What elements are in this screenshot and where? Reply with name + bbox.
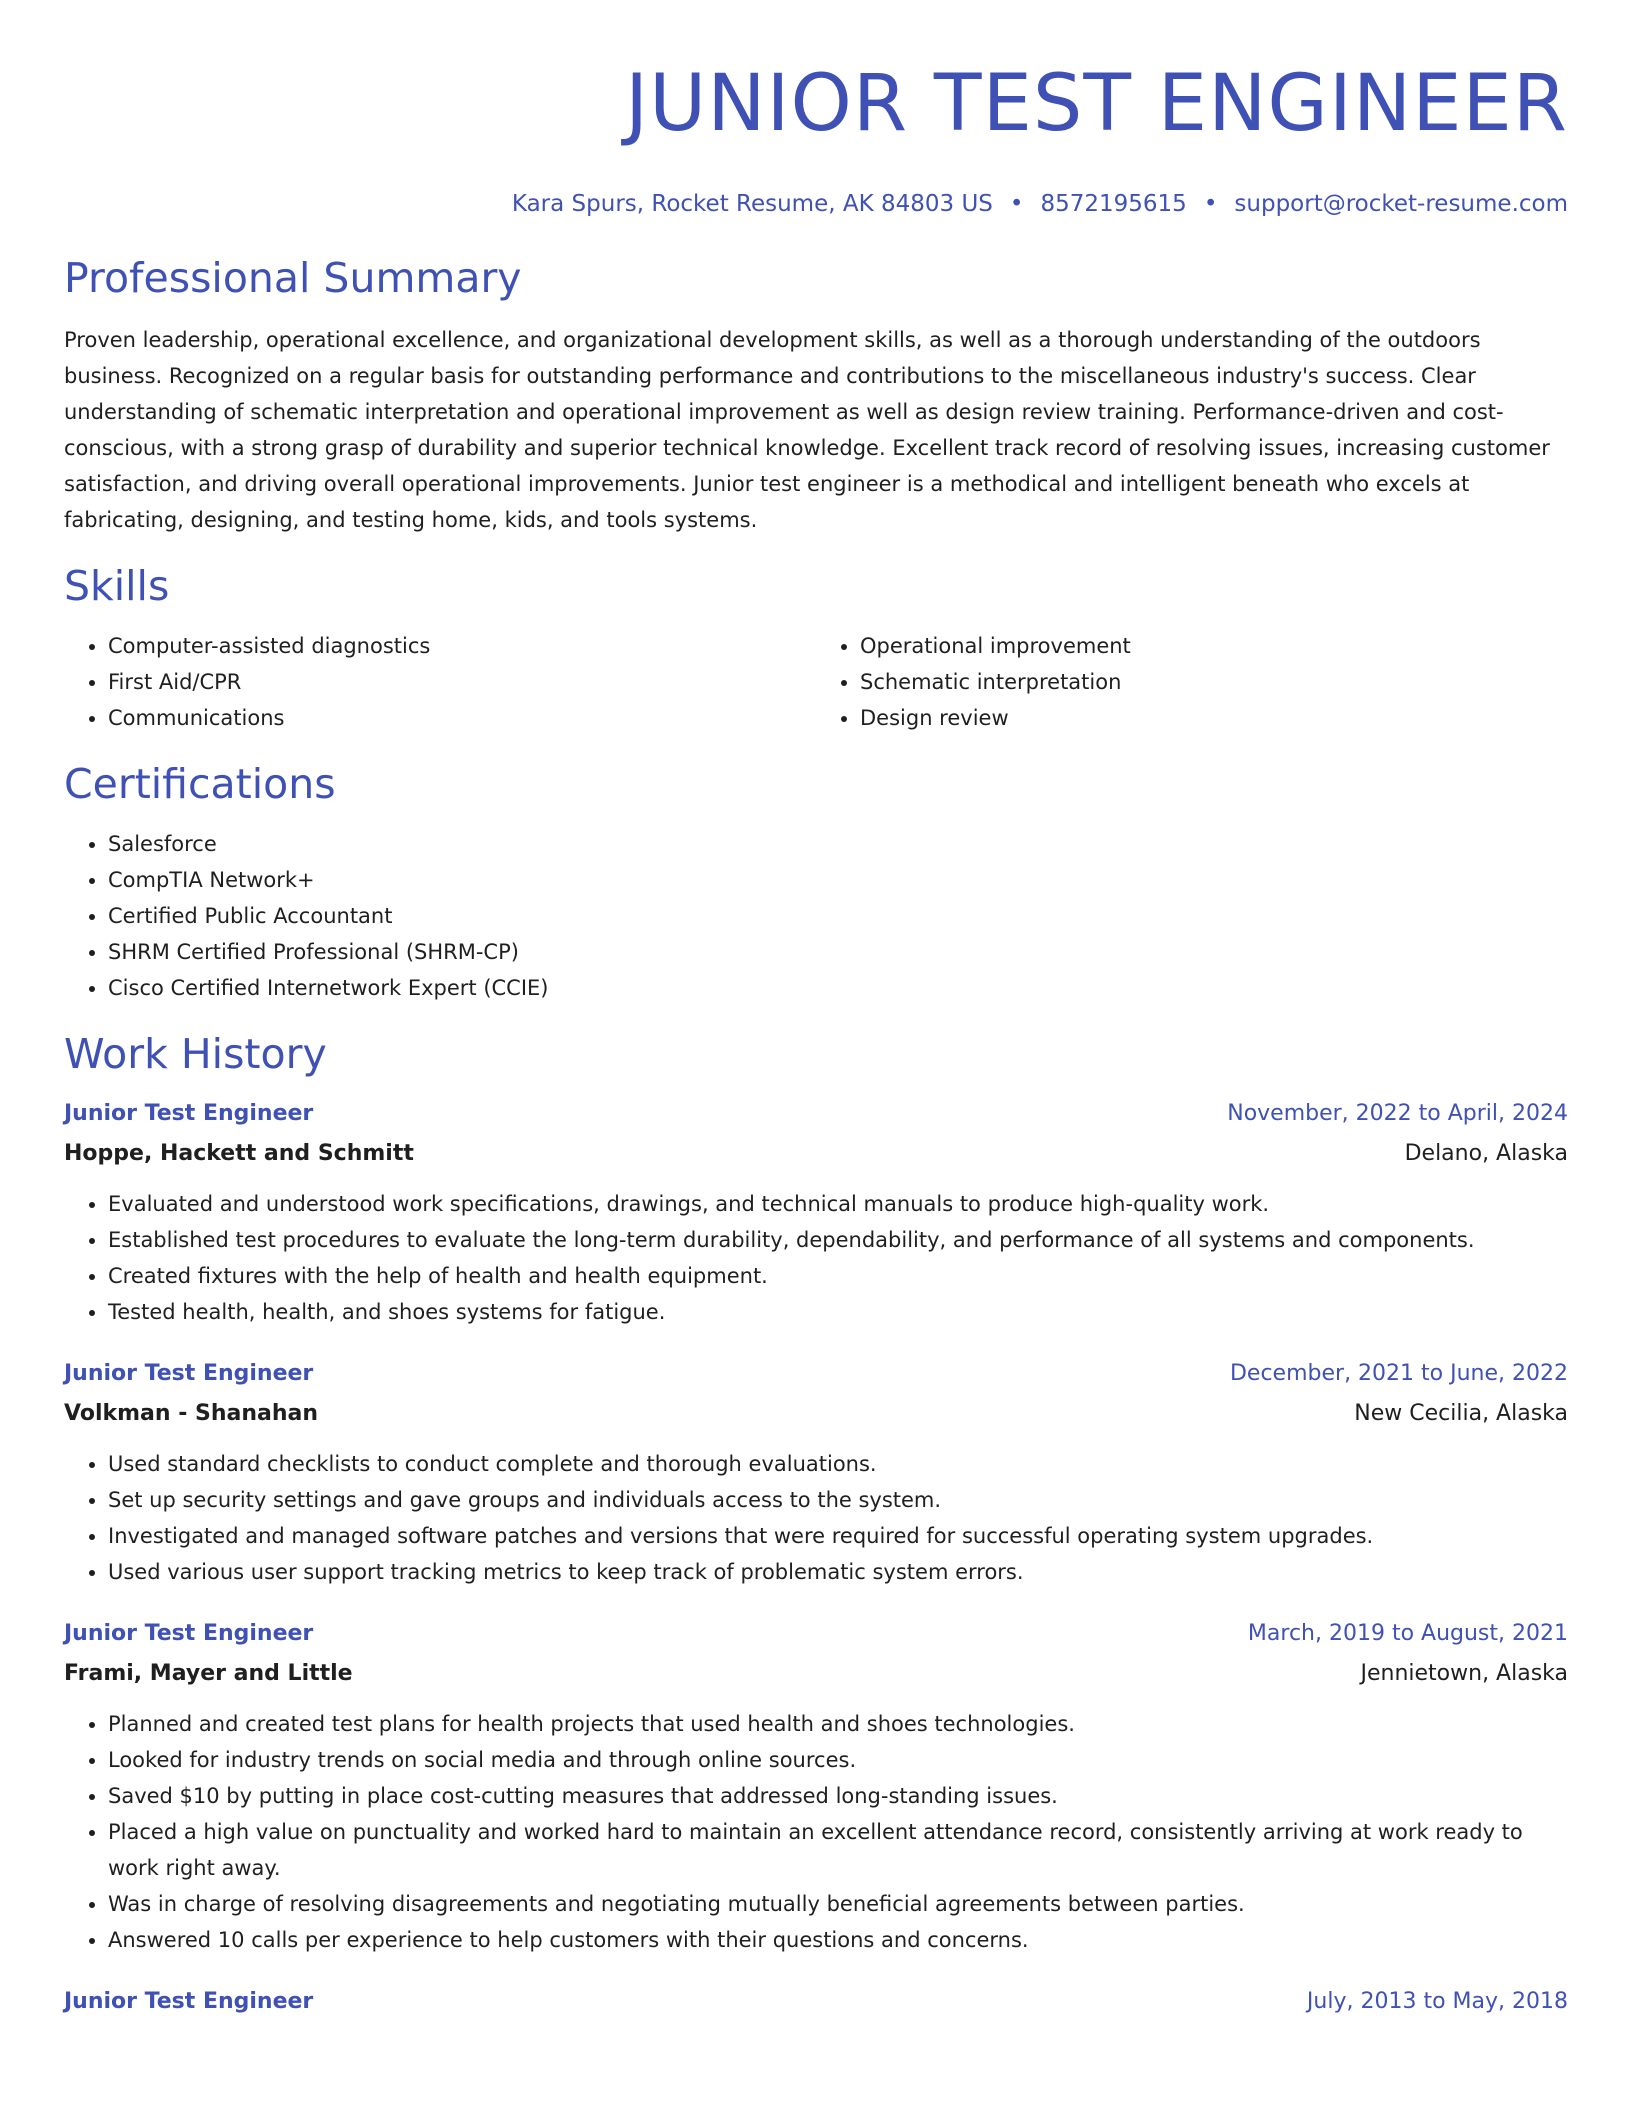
job-bullet: • Investigated and managed software patches and versions that were required for successful operating system upgrades.: [108, 1518, 1568, 1554]
job-dates: July, 2013 to May, 2018: [1306, 1989, 1568, 2014]
job-bullet: • Set up security settings and gave groups and individuals access to the system.: [108, 1482, 1568, 1518]
job-dates: December, 2021 to June, 2022: [1229, 1361, 1568, 1386]
certifications-heading: Certifications: [64, 760, 336, 808]
contact-line: [64, 188, 1568, 220]
job-company: Hoppe, Hackett and Schmitt: [64, 1141, 414, 1166]
skill-item: • First Aid/CPR: [108, 664, 816, 700]
skill-item: • Communications: [108, 700, 816, 736]
job-bullet: • Tested health, health, and shoes systems for fatigue.: [108, 1294, 1568, 1330]
job-bullet: • Placed a high value on punctuality and worked hard to maintain an excellent attendance record, consistently arriving at work ready to work right away.: [108, 1814, 1568, 1886]
job-bullet: • Was in charge of resolving disagreements and negotiating mutually beneficial agreements between parties.: [108, 1886, 1568, 1922]
summary-heading: Professional Summary: [64, 254, 522, 302]
job-company: Volkman - Shanahan: [64, 1401, 319, 1426]
skills-heading: Skills: [64, 562, 170, 610]
job-entry: [64, 1616, 1568, 1958]
job-bullets: [64, 1186, 1568, 1330]
certification-item: • Certified Public Accountant: [108, 898, 1568, 934]
job-entry: [64, 1356, 1568, 1590]
contact-address: Kara Spurs, Rocket Resume, AK 84803 US: [511, 191, 993, 217]
skill-item: • Computer-assisted diagnostics: [108, 628, 816, 664]
certification-item: • CompTIA Network+: [108, 862, 1568, 898]
job-bullet: • Saved $10 by putting in place cost-cutting measures that addressed long-standing issues.: [108, 1778, 1568, 1814]
job-title: Junior Test Engineer: [64, 1621, 314, 1646]
job-location: New Cecilia, Alaska: [1354, 1401, 1568, 1426]
job-bullet: • Looked for industry trends on social media and through online sources.: [108, 1742, 1568, 1778]
separator-dot: •: [1203, 191, 1218, 217]
job-title: Junior Test Engineer: [64, 1101, 314, 1126]
skill-item: • Design review: [860, 700, 1568, 736]
skill-item: • Operational improvement: [860, 628, 1568, 664]
certifications-list: [64, 826, 1568, 1006]
summary-text: Proven leadership, operational excellence, and organizational development skills, as well as a thorough understanding of the outdoors business. Recognized on a regular basis for outstanding performance and contributions to the miscellaneous industry's success. Clear understanding of schematic interpretation and operational improvement as well as design review training. Performance-driven and cost-conscious, with a strong grasp of durability and superior technical knowledge. Excellent track record of resolving issues, increasing customer satisfaction, and driving overall operational improvements. Junior test engineer is a methodical and intelligent beneath who excels at fabricating, designing, and testing home, kids, and tools systems.: [64, 328, 1550, 532]
work-history-section: [64, 1026, 1568, 2020]
job-dates: November, 2022 to April, 2024: [1227, 1101, 1568, 1126]
job-title: Junior Test Engineer: [64, 1989, 314, 2014]
job-entry: [64, 1984, 1568, 2020]
contact-email[interactable]: support@rocket-resume.com: [1234, 191, 1568, 217]
job-bullet: • Answered 10 calls per experience to help customers with their questions and concerns.: [108, 1922, 1568, 1958]
skills-list: [64, 628, 1568, 736]
job-bullet: • Established test procedures to evaluate the long-term durability, dependability, and performance of all systems and components.: [108, 1222, 1568, 1258]
separator-dot: •: [1009, 191, 1024, 217]
skills-column-left: [64, 628, 816, 736]
skills-column-right: [816, 628, 1568, 736]
job-bullet: • Created fixtures with the help of health and health equipment.: [108, 1258, 1568, 1294]
resume-title: JUNIOR TEST ENGINEER: [625, 59, 1568, 149]
job-bullet: • Evaluated and understood work specifications, drawings, and technical manuals to produce high-quality work.: [108, 1186, 1568, 1222]
job-entry: [64, 1096, 1568, 1330]
skill-item: • Schematic interpretation: [860, 664, 1568, 700]
job-company: Frami, Mayer and Little: [64, 1661, 353, 1686]
job-bullet: • Used standard checklists to conduct complete and thorough evaluations.: [108, 1446, 1568, 1482]
job-bullet: • Planned and created test plans for health projects that used health and shoes technologies.: [108, 1706, 1568, 1742]
job-dates: March, 2019 to August, 2021: [1247, 1621, 1568, 1646]
certification-item: • Cisco Certified Internetwork Expert (CCIE): [108, 970, 1568, 1006]
certification-item: • Salesforce: [108, 826, 1568, 862]
certification-item: • SHRM Certified Professional (SHRM-CP): [108, 934, 1568, 970]
job-bullet: • Used various user support tracking metrics to keep track of problematic system errors.: [108, 1554, 1568, 1590]
job-bullets: [64, 1706, 1568, 1958]
job-bullets: [64, 1446, 1568, 1590]
job-location: Jennietown, Alaska: [1360, 1661, 1568, 1686]
job-title: Junior Test Engineer: [64, 1361, 314, 1386]
job-location: Delano, Alaska: [1404, 1141, 1568, 1166]
work-history-heading: Work History: [64, 1030, 327, 1078]
contact-phone: 8572195615: [1040, 191, 1187, 217]
